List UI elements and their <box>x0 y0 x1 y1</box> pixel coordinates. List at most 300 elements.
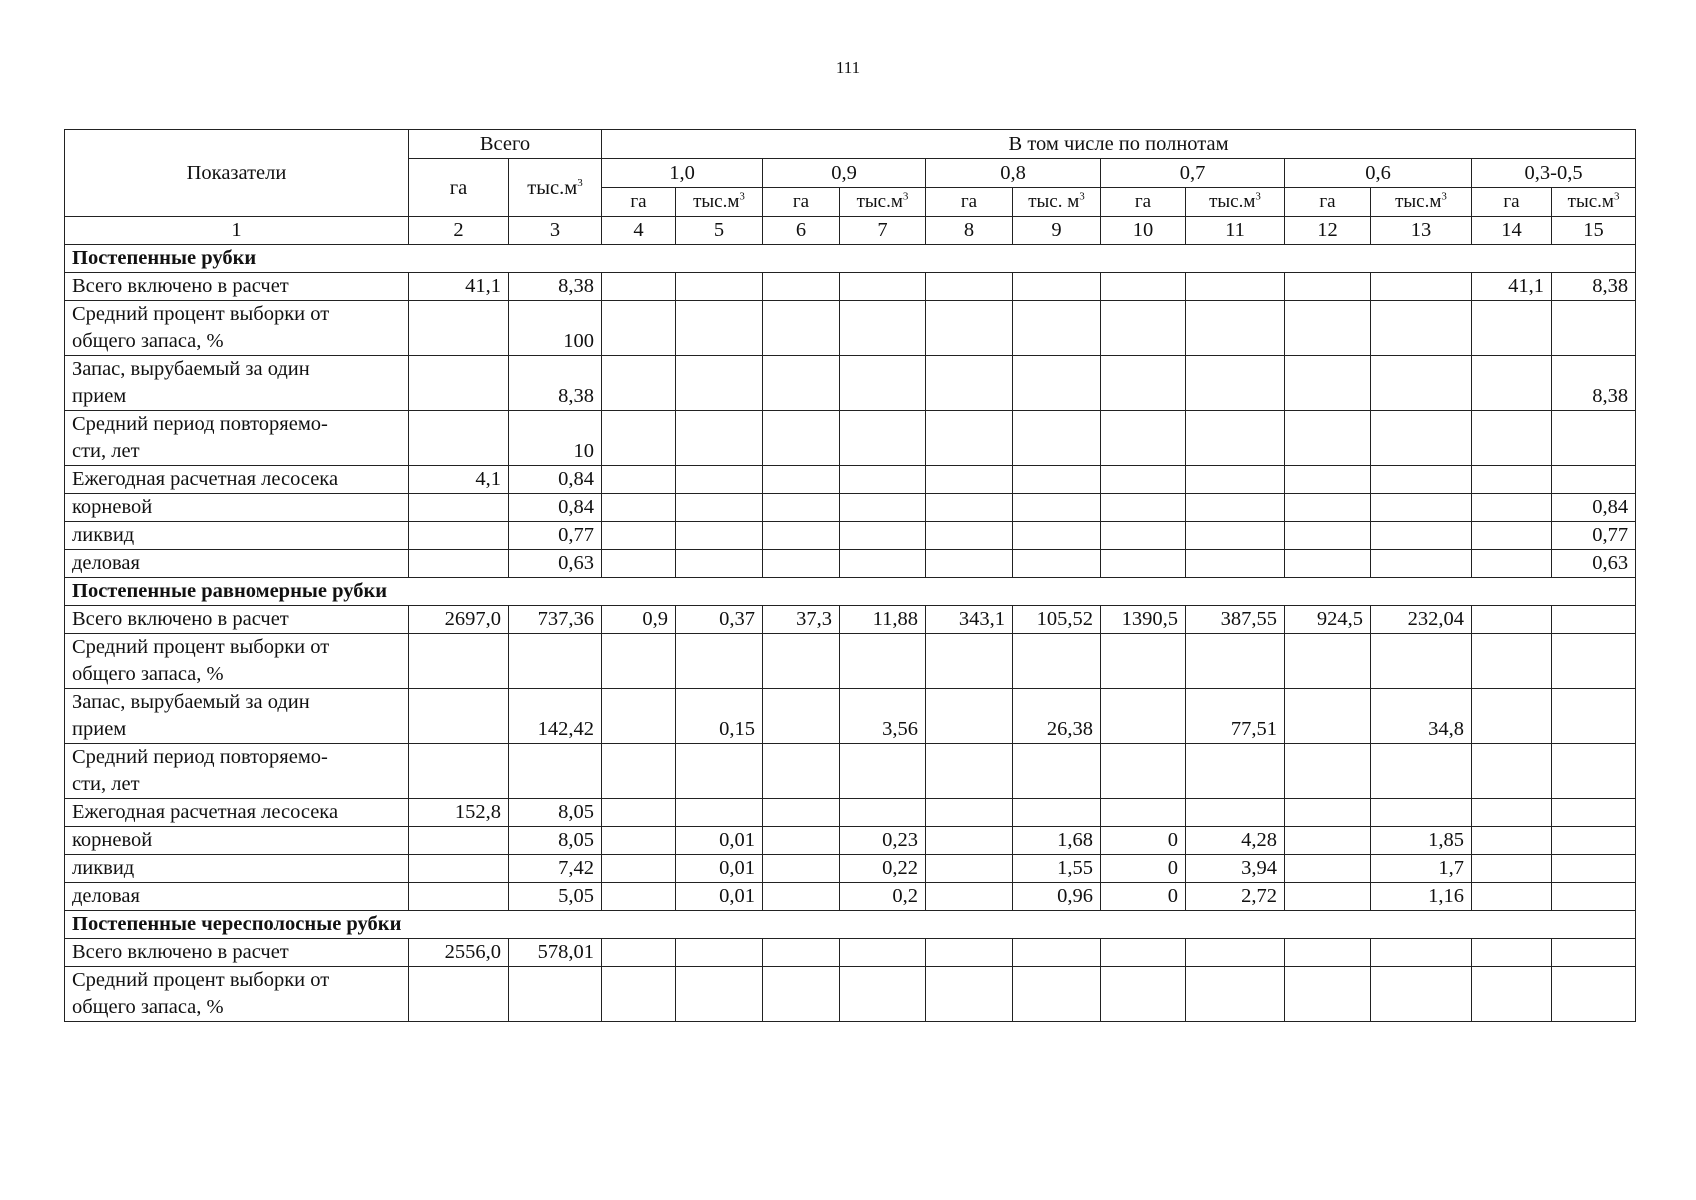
cell-value <box>1472 883 1552 911</box>
cell-value <box>1101 273 1186 301</box>
cell-value <box>1101 411 1186 466</box>
cell-value <box>676 273 763 301</box>
cell-value <box>1186 939 1285 967</box>
cell-value <box>1013 634 1101 689</box>
cell-value <box>1552 744 1636 799</box>
cell-value <box>409 634 509 689</box>
cell-value <box>1285 939 1371 967</box>
cell-value <box>409 301 509 356</box>
table-row <box>65 689 1636 744</box>
cell-value <box>1472 855 1552 883</box>
cell-value <box>602 799 676 827</box>
cell-value: 8,05 <box>509 799 602 827</box>
row-label <box>65 356 409 411</box>
cell-value <box>1472 939 1552 967</box>
unit-ha-header: га <box>1101 188 1186 217</box>
row-label-line: общего запаса, % <box>72 330 224 352</box>
row-label <box>65 494 409 522</box>
section-header-row <box>65 245 1636 273</box>
table-row <box>65 744 1636 799</box>
row-label-line: прием <box>72 718 127 740</box>
cell-value <box>1101 494 1186 522</box>
cell-value <box>602 411 676 466</box>
table-row <box>65 273 1636 301</box>
cell-value <box>840 967 926 1022</box>
cell-value <box>926 494 1013 522</box>
cell-value <box>409 827 509 855</box>
cell-value <box>1552 967 1636 1022</box>
cell-value <box>1371 494 1472 522</box>
cell-value <box>602 273 676 301</box>
cell-value <box>1186 634 1285 689</box>
table-row <box>65 606 1636 634</box>
cell-value <box>763 466 840 494</box>
cell-value <box>1186 411 1285 466</box>
cell-value <box>676 411 763 466</box>
table-row <box>65 634 1636 689</box>
row-label-line: Запас, вырубаемый за один <box>72 358 310 380</box>
cell-value <box>1371 634 1472 689</box>
cell-value <box>1371 967 1472 1022</box>
cell-value <box>1285 634 1371 689</box>
cell-value <box>1101 744 1186 799</box>
cell-value: 77,51 <box>1186 689 1285 744</box>
cell-value: 4,1 <box>409 466 509 494</box>
cell-value <box>1285 689 1371 744</box>
cell-value: 0,63 <box>1552 550 1636 578</box>
cell-value: 0,9 <box>602 606 676 634</box>
cell-value <box>926 411 1013 466</box>
cell-value: 0,01 <box>676 827 763 855</box>
row-label-line: ликвид <box>72 524 135 546</box>
cell-value: 0,96 <box>1013 883 1101 911</box>
cell-value: 0,77 <box>509 522 602 550</box>
cell-value <box>1101 799 1186 827</box>
cell-value <box>602 522 676 550</box>
cell-value: 1,55 <box>1013 855 1101 883</box>
column-number: 14 <box>1472 217 1552 245</box>
row-label-line: Средний период повторяемо- <box>72 413 328 435</box>
row-label-line: сти, лет <box>72 440 140 462</box>
cell-value <box>1552 939 1636 967</box>
cell-value <box>763 744 840 799</box>
cell-value <box>926 466 1013 494</box>
cell-value <box>1371 522 1472 550</box>
unit-m3-header: тыс. $м^3$ <box>1013 188 1101 217</box>
cell-value <box>676 494 763 522</box>
cell-value: 8,38 <box>1552 273 1636 301</box>
section-title: Постепенные рубки <box>65 245 1636 273</box>
column-number: 12 <box>1285 217 1371 245</box>
cell-value <box>602 744 676 799</box>
cell-value <box>840 522 926 550</box>
row-label-line: Ежегодная расчетная лесосека <box>72 468 339 490</box>
cell-value <box>1285 799 1371 827</box>
cell-value <box>602 883 676 911</box>
cell-value: 0,84 <box>509 494 602 522</box>
cell-value <box>763 411 840 466</box>
cell-value <box>602 634 676 689</box>
column-number: 15 <box>1552 217 1636 245</box>
cell-value <box>409 494 509 522</box>
cell-value <box>1552 883 1636 911</box>
cell-value <box>676 939 763 967</box>
cell-value <box>1552 689 1636 744</box>
column-number: 7 <box>840 217 926 245</box>
unit-ha-header: га <box>1285 188 1371 217</box>
cell-value <box>926 744 1013 799</box>
cell-value <box>1285 967 1371 1022</box>
cell-value <box>763 689 840 744</box>
cell-value <box>1186 967 1285 1022</box>
cell-value <box>1101 522 1186 550</box>
cell-value <box>1285 301 1371 356</box>
table-row <box>65 356 1636 411</box>
table-row <box>65 967 1636 1022</box>
cell-value <box>1371 273 1472 301</box>
row-label <box>65 744 409 799</box>
cell-value <box>840 634 926 689</box>
cell-value <box>1371 939 1472 967</box>
cell-value <box>676 634 763 689</box>
cell-value <box>409 967 509 1022</box>
cell-value <box>1285 744 1371 799</box>
cell-value <box>1472 411 1552 466</box>
cell-value <box>1186 522 1285 550</box>
cell-value: 1390,5 <box>1101 606 1186 634</box>
cell-value <box>1186 273 1285 301</box>
cell-value <box>1371 744 1472 799</box>
cell-value <box>1472 356 1552 411</box>
cell-value <box>763 273 840 301</box>
cell-value <box>1552 799 1636 827</box>
row-label-line: Средний процент выборки от <box>72 969 330 991</box>
cell-value: 924,5 <box>1285 606 1371 634</box>
cell-value <box>1472 494 1552 522</box>
cell-value <box>1552 606 1636 634</box>
cell-value <box>763 855 840 883</box>
row-label <box>65 634 409 689</box>
cell-value <box>1472 689 1552 744</box>
cell-value <box>1552 466 1636 494</box>
cell-value <box>1013 939 1101 967</box>
cell-value: 0,84 <box>1552 494 1636 522</box>
density-header: 1,0 <box>602 159 763 188</box>
cell-value: 3,56 <box>840 689 926 744</box>
column-number: 2 <box>409 217 509 245</box>
cell-value <box>1186 494 1285 522</box>
cell-value <box>602 466 676 494</box>
cell-value <box>926 883 1013 911</box>
total-header: Всего <box>409 130 602 159</box>
unit-ha-header: га <box>926 188 1013 217</box>
cell-value: 0,77 <box>1552 522 1636 550</box>
cell-value <box>1472 827 1552 855</box>
cell-value <box>602 301 676 356</box>
row-label-line: корневой <box>72 829 153 851</box>
density-header: 0,7 <box>1101 159 1285 188</box>
section-title: Постепенные равномерные рубки <box>65 578 1636 606</box>
cell-value <box>763 494 840 522</box>
density-header: 0,3-0,5 <box>1472 159 1636 188</box>
row-label-line: корневой <box>72 496 153 518</box>
row-label-line: ликвид <box>72 857 135 879</box>
column-number: 10 <box>1101 217 1186 245</box>
cell-value <box>1552 827 1636 855</box>
row-label-line: Запас, вырубаемый за один <box>72 691 310 713</box>
cell-value <box>1013 356 1101 411</box>
table-row <box>65 855 1636 883</box>
cell-value <box>409 689 509 744</box>
table-row <box>65 799 1636 827</box>
cell-value <box>409 550 509 578</box>
cell-value: 34,8 <box>1371 689 1472 744</box>
cell-value: 142,42 <box>509 689 602 744</box>
column-number: 8 <box>926 217 1013 245</box>
cell-value <box>926 522 1013 550</box>
cell-value <box>840 466 926 494</box>
cell-value <box>1285 522 1371 550</box>
table-row <box>65 550 1636 578</box>
row-label-line: Средний период повторяемо- <box>72 746 328 768</box>
cell-value: 8,05 <box>509 827 602 855</box>
cell-value: 1,16 <box>1371 883 1472 911</box>
cell-value <box>409 855 509 883</box>
unit-m3-header: $тыс.м^3$ <box>676 188 763 217</box>
density-header: 0,9 <box>763 159 926 188</box>
cell-value <box>1013 522 1101 550</box>
cell-value <box>602 689 676 744</box>
cell-value <box>676 466 763 494</box>
cell-value <box>840 301 926 356</box>
column-number: 3 <box>509 217 602 245</box>
cell-value <box>1472 967 1552 1022</box>
cell-value <box>602 550 676 578</box>
row-label <box>65 411 409 466</box>
cell-value <box>840 356 926 411</box>
table-row <box>65 827 1636 855</box>
cell-value: 2,72 <box>1186 883 1285 911</box>
column-number: 6 <box>763 217 840 245</box>
cell-value: 232,04 <box>1371 606 1472 634</box>
unit-ha-header: га <box>1472 188 1552 217</box>
cell-value <box>1013 273 1101 301</box>
row-label <box>65 939 409 967</box>
row-label <box>65 522 409 550</box>
cell-value <box>1101 689 1186 744</box>
cell-value <box>1186 550 1285 578</box>
cell-value <box>926 273 1013 301</box>
cell-value <box>1186 466 1285 494</box>
cell-value: 37,3 <box>763 606 840 634</box>
row-label-line: Всего включено в расчет <box>72 275 289 297</box>
cell-value <box>763 883 840 911</box>
cell-value: 0,01 <box>676 883 763 911</box>
cell-value <box>1013 301 1101 356</box>
cell-value: 1,85 <box>1371 827 1472 855</box>
cell-value: 8,38 <box>1552 356 1636 411</box>
row-label-line: Всего включено в расчет <box>72 941 289 963</box>
cell-value <box>763 827 840 855</box>
cell-value: 0,63 <box>509 550 602 578</box>
cell-value <box>840 939 926 967</box>
by-density-header: В том числе по полнотам <box>602 130 1636 159</box>
cell-value <box>1101 466 1186 494</box>
cell-value: 578,01 <box>509 939 602 967</box>
cell-value <box>1472 522 1552 550</box>
cell-value <box>926 550 1013 578</box>
cell-value <box>840 799 926 827</box>
cell-value <box>676 301 763 356</box>
cell-value <box>1552 301 1636 356</box>
unit-m3-header: $тыс.м^3$ <box>1186 188 1285 217</box>
cell-value: 0 <box>1101 855 1186 883</box>
row-label-line: сти, лет <box>72 773 140 795</box>
cell-value <box>840 744 926 799</box>
cell-value <box>1186 799 1285 827</box>
cell-value <box>409 883 509 911</box>
cell-value <box>1552 855 1636 883</box>
cell-value: 10 <box>509 411 602 466</box>
cell-value <box>676 356 763 411</box>
cell-value <box>602 494 676 522</box>
total-ha-header: га <box>409 159 509 217</box>
cell-value <box>676 550 763 578</box>
cell-value <box>1472 634 1552 689</box>
cell-value <box>1013 967 1101 1022</box>
cell-value: 2697,0 <box>409 606 509 634</box>
cell-value <box>1101 550 1186 578</box>
cell-value <box>763 967 840 1022</box>
cell-value: 3,94 <box>1186 855 1285 883</box>
cell-value <box>1472 744 1552 799</box>
cell-value <box>763 301 840 356</box>
row-label-line: общего запаса, % <box>72 996 224 1018</box>
row-label <box>65 550 409 578</box>
cell-value <box>1552 411 1636 466</box>
row-label-line: Средний процент выборки от <box>72 636 330 658</box>
cell-value: 2556,0 <box>409 939 509 967</box>
row-label <box>65 883 409 911</box>
cell-value <box>1285 855 1371 883</box>
cell-value <box>763 799 840 827</box>
cell-value <box>602 827 676 855</box>
cell-value <box>763 939 840 967</box>
column-number: 4 <box>602 217 676 245</box>
column-number: 9 <box>1013 217 1101 245</box>
row-label <box>65 827 409 855</box>
cell-value: 4,28 <box>1186 827 1285 855</box>
cell-value: 8,38 <box>509 273 602 301</box>
cell-value <box>1285 883 1371 911</box>
cell-value <box>676 967 763 1022</box>
row-label <box>65 799 409 827</box>
column-number-row <box>65 217 1636 245</box>
cell-value <box>1013 744 1101 799</box>
cell-value <box>1371 550 1472 578</box>
cell-value <box>1013 550 1101 578</box>
column-number: 1 <box>65 217 409 245</box>
cell-value <box>840 550 926 578</box>
cell-value <box>409 522 509 550</box>
cell-value <box>840 411 926 466</box>
cell-value <box>1186 301 1285 356</box>
cell-value <box>763 356 840 411</box>
cell-value: 0 <box>1101 883 1186 911</box>
unit-m3-header: $тыс.м^3$ <box>1371 188 1472 217</box>
cell-value <box>840 273 926 301</box>
cell-value <box>1013 411 1101 466</box>
cell-value: 105,52 <box>1013 606 1101 634</box>
cell-value <box>1186 744 1285 799</box>
row-label <box>65 301 409 356</box>
cell-value <box>1472 301 1552 356</box>
table-row <box>65 411 1636 466</box>
cell-value: 11,88 <box>840 606 926 634</box>
cell-value <box>926 301 1013 356</box>
cell-value <box>1186 356 1285 411</box>
cell-value: 343,1 <box>926 606 1013 634</box>
cell-value <box>1285 273 1371 301</box>
cell-value <box>602 939 676 967</box>
cell-value <box>1101 634 1186 689</box>
density-header: 0,6 <box>1285 159 1472 188</box>
cell-value: 152,8 <box>409 799 509 827</box>
row-label-line: прием <box>72 385 127 407</box>
cell-value <box>1472 799 1552 827</box>
table-row <box>65 466 1636 494</box>
table-row <box>65 939 1636 967</box>
row-label-line: Средний процент выборки от <box>72 303 330 325</box>
row-label <box>65 606 409 634</box>
unit-ha-header: га <box>602 188 676 217</box>
cell-value <box>926 827 1013 855</box>
table-row <box>65 522 1636 550</box>
cell-value <box>1285 827 1371 855</box>
cell-value <box>1013 466 1101 494</box>
cell-value: 0,37 <box>676 606 763 634</box>
row-label-line: деловая <box>72 885 140 907</box>
row-label <box>65 855 409 883</box>
row-label <box>65 273 409 301</box>
cell-value <box>676 522 763 550</box>
row-label <box>65 466 409 494</box>
row-label-line: Ежегодная расчетная лесосека <box>72 801 339 823</box>
cell-value: 8,38 <box>509 356 602 411</box>
cell-value <box>1552 634 1636 689</box>
cell-value <box>1101 967 1186 1022</box>
column-number: 13 <box>1371 217 1472 245</box>
cell-value: 100 <box>509 301 602 356</box>
unit-m3-header: $тыс.м^3$ <box>840 188 926 217</box>
cell-value <box>1472 606 1552 634</box>
cell-value <box>926 689 1013 744</box>
table-row <box>65 883 1636 911</box>
cell-value <box>1371 799 1472 827</box>
cell-value <box>1101 939 1186 967</box>
cell-value <box>1371 411 1472 466</box>
cell-value <box>1371 356 1472 411</box>
cell-value: 1,7 <box>1371 855 1472 883</box>
cell-value: 0 <box>1101 827 1186 855</box>
cell-value <box>1285 411 1371 466</box>
section-header-row <box>65 911 1636 939</box>
cell-value <box>926 634 1013 689</box>
section-title: Постепенные чересполосные рубки <box>65 911 1636 939</box>
cell-value <box>1013 799 1101 827</box>
cell-value: 41,1 <box>1472 273 1552 301</box>
cell-value <box>763 522 840 550</box>
